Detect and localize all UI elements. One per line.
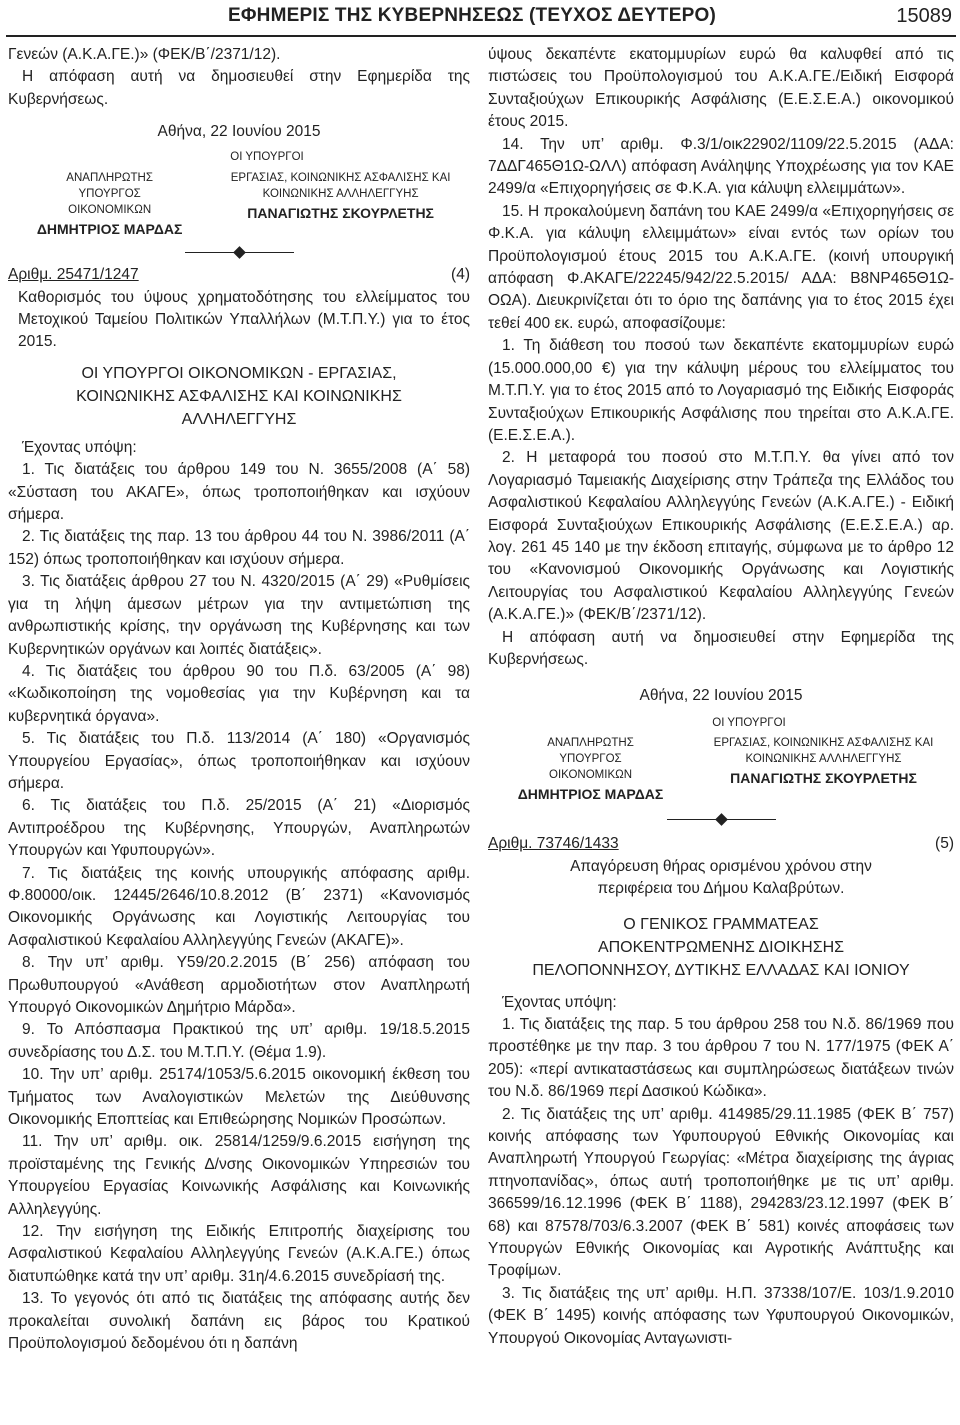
signatory-a-title: ΑΝΑΠΛΗΡΩΤΗΣ ΥΠΟΥΡΓΟΣ ΟΙΚΟΝΟΜΙΚΩΝ — [66, 172, 153, 217]
signature-date: Αθήνα, 22 Ιουνίου 2015 — [639, 687, 803, 705]
paragraph: 1. Τη διάθεση του ποσού των δεκαπέντε εκατομμυρίων ευρώ (15.000.000,00 €) για την κάλυψη μέρους του ελλείμματος του Μ.Τ.Π.Υ. για το έτος 2015 από το Λογαριασμό της Ειδικής Εισφοράς Συνταξιούχων Επικουρικής Ασφάλισης που τηρείται στο Α.Κ.Α.ΓΕ. (Ε.Ε.Σ.Ε.Α.). — [488, 337, 954, 444]
signature-date: Αθήνα, 22 Ιουνίου 2015 — [157, 123, 321, 141]
signatory-b-name: ΠΑΝΑΓΙΩΤΗΣ ΣΚΟΥΡΛΕΤΗΣ — [730, 770, 917, 787]
decision-index: (5) — [935, 835, 954, 853]
decision-title: Καθορισμός του ύψους χρηματοδότησης του ελλείμματος του Μετοχικού Ταμείου Πολιτικών Υπαλλήλων (Μ.Τ.Π.Υ.) για το έτος 2015. — [18, 288, 470, 351]
signatory-a-title: ΑΝΑΠΛΗΡΩΤΗΣ ΥΠΟΥΡΓΟΣ ΟΙΚΟΝΟΜΙΚΩΝ — [547, 737, 634, 782]
publication-clause: Η απόφαση αυτή να δημοσιευθεί στην Εφημερίδα της Κυβερνήσεως. — [8, 68, 470, 108]
signatory-b-name: ΠΑΝΑΓΙΩΤΗΣ ΣΚΟΥΡΛΕΤΗΣ — [247, 205, 434, 222]
page-header — [0, 0, 960, 42]
decision-number: Αριθμ. 25471/1247 — [8, 266, 139, 284]
list-item: 9. Το Απόσπασμα Πρακτικού της υπ’ αριθμ. 19/18.5.2015 συνεδρίασης του Δ.Σ. του Μ.Τ.Π.Υ. (Θέμα 1.9). — [8, 1021, 470, 1061]
page-number: 15089 — [896, 5, 952, 27]
paragraph: Η απόφαση αυτή να δημοσιευθεί στην Εφημερίδα της Κυβερνήσεως. — [488, 628, 954, 668]
list-item: 5. Τις διατάξεις του Π.δ. 113/2014 (Α΄ 180) «Οργανισμός Υπουργείου Εργασίας», όπως τροποποιήθηκαν και ισχύουν σήμερα. — [8, 730, 470, 792]
list-item: 11. Την υπ’ αριθμ. οικ. 25814/1259/9.6.2015 εισήγηση της προϊσταμένης της Γενικής Δ/νσης Οικονομικών Υπηρεσιών του Υπουργείου Εργασίας Κοινωνικής Ασφάλισης και Κοινωνικής Αλληλεγγύης. — [8, 1133, 470, 1218]
decision-number: Αριθμ. 73746/1433 — [488, 835, 619, 853]
having-regard-label: Έχοντας υπόψη: — [22, 438, 137, 456]
continued-text: Γενεών (Α.Κ.Α.ΓΕ.)» (ΦΕΚ/Β΄/2371/12). — [8, 46, 281, 63]
continued-paragraphs — [488, 44, 954, 671]
list-item: 8. Την υπ’ αριθμ. Υ59/20.2.2015 (Β΄ 256) απόφαση του Πρωθυπουργού «Ανάθεση αρμοδιοτήτων στον Αναπληρωτή Υπουργό Οικονομικών Δημήτριο Μάρδα». — [8, 954, 470, 1016]
list-item: 2. Τις διατάξεις της παρ. 13 του άρθρου 44 του Ν. 3986/2011 (Α΄ 152) όπως τροποποιήθηκαν και ισχύουν σήμερα. — [8, 528, 470, 568]
section-separator — [488, 809, 954, 829]
authority-heading-line-2: ΑΠΟΚΕΝΤΡΩΜΕΝΗΣ ΔΙΟΙΚΗΣΗΣ — [597, 938, 845, 956]
list-item: 12. Την εισήγηση της Ειδικής Επιτροπής διαχείρισης του Ασφαλιστικού Κεφαλαίου Αλληλεγγύης Γενεών (Α.Κ.Α.ΓΕ.) όπως διατυπώθηκε κατά την υπ’ αριθμ. 31η/4.6.2015 συνεδρίασή της. — [8, 1223, 470, 1285]
list-item: 13. Το γεγονός ότι από τις διατάξεις της απόφασης αυτής δεν προκαλείται συνολική δαπάνη εις βάρος του Κρατικού Προϋπολογισμού δεδομένου ότι η δαπάνη — [8, 1290, 470, 1353]
list-item: 1. Τις διατάξεις της παρ. 5 του άρθρου 258 του Ν.δ. 86/1969 που προστέθηκε με την παρ. 3 του άρθρου 7 του Ν. 177/1975 (ΦΕΚ Α΄ 205): «περί αντικαταστάσεως και συμπληρώσεως διατάξεων τινών του Ν.δ. 86/1969 περί Δασικού Κώδικα». — [488, 1016, 954, 1101]
ministers-label: ΟΙ ΥΠΟΥΡΓΟΙ — [230, 151, 304, 164]
authority-heading-line-3: ΠΕΛΟΠΟΝΝΗΣΟΥ, ΔΥΤΙΚΗΣ ΕΛΛΑΔΑΣ ΚΑΙ ΙΟΝΙΟΥ — [532, 961, 910, 979]
paragraph: ύψους δεκαπέντε εκατομμυρίων ευρώ θα καλυφθεί από τις πιστώσεις του Προϋπολογισμού του Α.Κ.Α.ΓΕ./Ειδική Εισφορά Συνταξιούχων Επικουρικής Ασφάλισης (Ε.Ε.Σ.Ε.Α.) οικονομικού έτους 2015. — [488, 46, 954, 131]
paragraph: 15. Η προκαλούμενη δαπάνη του ΚΑΕ 2499/α «Επιχορηγήσεις σε Φ.Κ.Α. για κάλυψη ελλειμμάτων» είναι εντός των ορίων του Προϋπολογισμού έτους 2015 του Α.Κ.Α.ΓΕ. (κοινή υπουργική απόφαση Φ.ΑΚΑΓΕ/22245/942/22.5.2015/ ΑΔΑ: Β8ΝΡ465Θ1Ω-ΟΩΑ). Διευκρινίζεται ότι το όριο της δαπάνης για το έτος 2015 έχει τεθεί 400 εκ. ευρώ, αποφασίζουμε: — [488, 202, 954, 332]
list-item: 10. Την υπ’ αριθμ. 25174/1053/5.6.2015 οικονομική έκθεση του Τμήματος των Αναλογιστικών Μελετών της Διεύθυνσης Οικονομικής Εποπτείας και Επιθεώρησης Νομικών Προσώπων. — [8, 1066, 470, 1129]
left-column — [8, 44, 470, 1356]
signatures — [488, 735, 954, 805]
authority-heading-line-1: Ο ΓΕΝΙΚΟΣ ΓΡΑΜΜΑΤΕΑΣ — [623, 915, 819, 933]
list-item: 3. Τις διατάξεις άρθρου 27 του Ν. 4320/2015 (Α΄ 29) «Ρυθμίσεις για τη λήψη άμεσων μέτρων για την αντιμετώπιση της ανθρωπιστικής κρίσης, την οργάνωση της Κυβέρνησης και των Κυβερνητικών οργάνων και λοιπές διατάξεις». — [8, 573, 470, 658]
list-item: 4. Τις διατάξεις του άρθρου 90 του Π.δ. 63/2005 (Α΄ 98) «Κωδικοποίηση της νομοθεσίας για την Κυβέρνηση και τα κυβερνητικά όργανα». — [8, 662, 470, 725]
list-item: 3. Τις διατάξεις της υπ’ αριθμ. Η.Π. 37338/107/Ε. 103/1.9.2010 (ΦΕΚ Β΄ 1495) κοινής απόφασης των Υφυπουργού Οικονομικών, Υπουργού Οικονομίας Ανταγωνιστι- — [488, 1284, 954, 1347]
paragraph: 2. Η μεταφορά του ποσού στο Μ.Τ.Π.Υ. θα γίνει από τον Λογαριασμό Ταμειακής Διαχείρισης στην Τράπεζα της Ελλάδος του Ασφαλιστικού Κεφαλαίου Αλληλεγγύης Γενεών (Α.Κ.Α.ΓΕ.) - Ειδική Εισφορά Συνταξιούχων Επικουρικής Ασφάλισης (Ε.Ε.Σ.Ε.Α.) αρ. λογ. 261 45 140 με την έκδοση επιταγής, σύμφωνα με το άρθρο 12 του «Κανονισμού Οικονομικής Οργάνωσης και Λογιστικής Λειτουργίας του Ασφαλιστικού Κεφαλαίου Αλληλεγγύης Γενεών (Α.Κ.Α.ΓΕ.)» (ΦΕΚ/Β΄/2371/12). — [488, 449, 954, 624]
list-item: 1. Τις διατάξεις του άρθρου 149 του Ν. 3655/2008 (Α΄ 58) «Σύσταση του ΑΚΑΓΕ», όπως τροποποιήθηκαν και ισχύουν σήμερα. — [8, 461, 470, 524]
signatory-a-name: ΔΗΜΗΤΡΙΟΣ ΜΑΡΔΑΣ — [517, 786, 664, 803]
paragraph: 14. Την υπ’ αριθμ. Φ.3/1/οικ22902/1109/22.5.2015 (ΑΔΑ: 7ΔΔΓ465Θ1Ω-ΩΛΛ) απόφαση Ανάληψης Υποχρέωσης για τον ΚΑΕ 2499/α «Επιχορηγήσεις σε Φ.Κ.Α. για κάλυψη ελλειμμάτων». — [488, 135, 954, 198]
ministers-label: ΟΙ ΥΠΟΥΡΓΟΙ — [712, 717, 786, 730]
issuing-authority-heading: ΟΙ ΥΠΟΥΡΓΟΙ ΟΙΚΟΝΟΜΙΚΩΝ - ΕΡΓΑΣΙΑΣ, ΚΟΙΝΩΝΙΚΗΣ ΑΣΦΑΛΙΣΗΣ ΚΑΙ ΚΟΙΝΩΝΙΚΗΣ ΑΛΛΗΛΕΓΓΥΗΣ — [76, 364, 402, 428]
gazette-title: ΕΦΗΜΕΡΙΣ ΤΗΣ ΚΥΒΕΡΝΗΣΕΩΣ (ΤΕΥΧΟΣ ΔΕΥΤΕΡΟ) — [228, 5, 716, 26]
decision-index: (4) — [451, 266, 470, 284]
having-regard-label: Έχοντας υπόψη: — [502, 993, 617, 1011]
list-item: 2. Τις διατάξεις της υπ’ αριθμ. 414985/29.11.1985 (ΦΕΚ Β΄ 757) κοινής απόφασης των Υφυπουργού Εθνικής Οικονομίας και Αναπληρωτή Υπουργού Γεωργίας: «Μέτρα διαχείρισης της άγριας πτηνοπανίδας», όπως αυτή τροποποιήθηκε με τις υπ’ αριθμ. 366599/16.12.1996 (ΦΕΚ Β΄ 1188), 294283/23.12.1997 (ΦΕΚ Β΄ 68) και 87578/703/6.3.2007 (ΦΕΚ Β΄ 581) κοινές αποφάσεις των Υπουργών Εθνικής Οικονομίας και Αγροτικής Ανάπτυξης και Τροφίμων. — [488, 1105, 954, 1280]
considerations-list — [488, 1014, 954, 1350]
list-item: 6. Τις διατάξεις του Π.δ. 25/2015 (Α΄ 21) «Διορισμός Αντιπροέδρου της Κυβέρνησης, Υπουργών, Αναπληρωτών Υπουργών και Υφυπουργών». — [8, 797, 470, 860]
decision-title: Απαγόρευση θήρας ορισμένου χρόνου στην περιφέρεια του Δήμου Καλαβρύτων. — [570, 857, 872, 898]
considerations-list — [8, 459, 470, 1355]
signatory-b-title: ΕΡΓΑΣΙΑΣ, ΚΟΙΝΩΝΙΚΗΣ ΑΣΦΑΛΙΣΗΣ ΚΑΙ ΚΟΙΝΩΝΙΚΗΣ ΑΛΛΗΛΕΓΓΥΗΣ — [713, 737, 934, 766]
list-item: 7. Τις διατάξεις της κοινής υπουργικής απόφασης αριθμ. Φ.80000/οικ. 12445/2646/10.8.2012 (Β΄ 2371) «Κανονισμός Οικονομικής Οργάνωσης και Λογιστικής Λειτουργίας του Ασφαλιστικού Κεφαλαίου Αλληλεγγύης Γενεών (ΑΚΑΓΕ)». — [8, 864, 470, 949]
right-column — [488, 44, 954, 1350]
signatory-a-name: ΔΗΜΗΤΡΙΟΣ ΜΑΡΔΑΣ — [36, 221, 183, 238]
section-separator — [8, 242, 470, 262]
header-rule — [6, 35, 956, 37]
signatory-b-title: ΕΡΓΑΣΙΑΣ, ΚΟΙΝΩΝΙΚΗΣ ΑΣΦΑΛΙΣΗΣ ΚΑΙ ΚΟΙΝΩΝΙΚΗΣ ΑΛΛΗΛΕΓΓΥΗΣ — [230, 172, 451, 201]
signatures — [8, 170, 470, 240]
